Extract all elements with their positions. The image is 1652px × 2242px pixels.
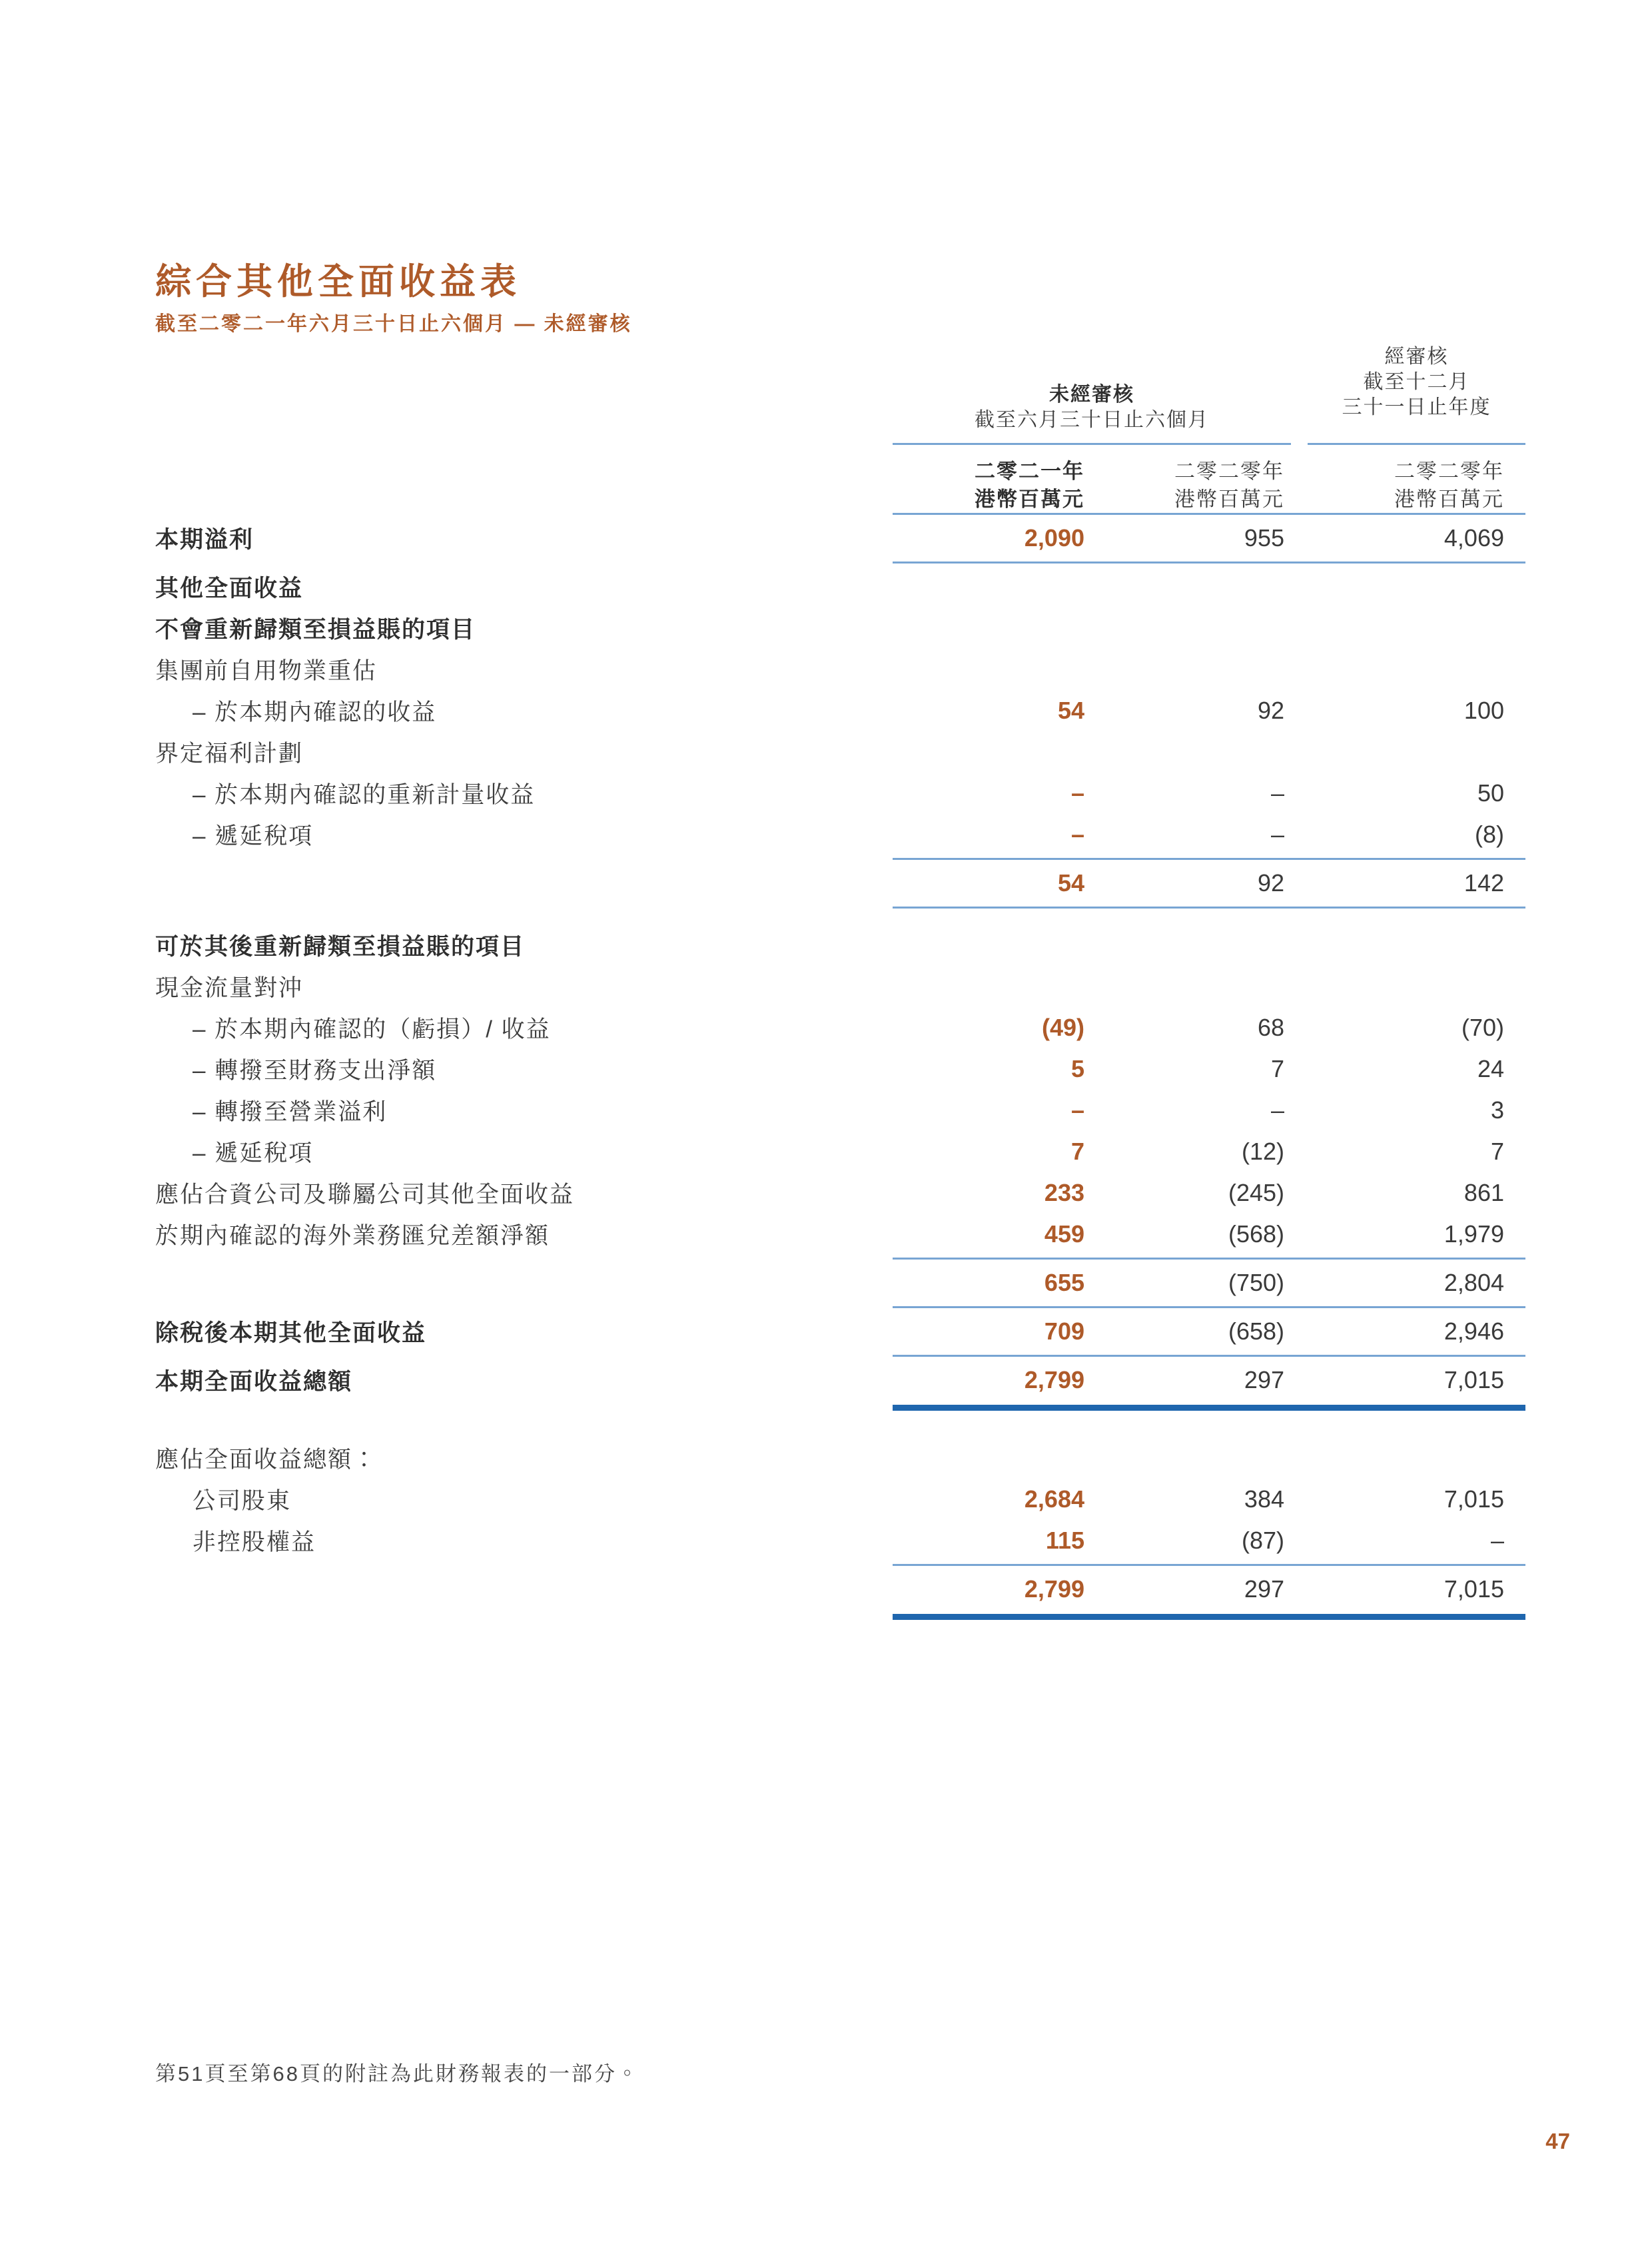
value-2020-interim: (750) (1228, 1269, 1284, 1296)
table-row (155, 731, 1525, 773)
row-label: – 於本期內確認的重新計量收益 (193, 782, 536, 808)
value-2021: 233 (1044, 1179, 1084, 1206)
row-label: 界定福利計劃 (155, 741, 304, 767)
row-label: 於期內確認的海外業務匯兌差額淨額 (155, 1223, 550, 1249)
value-2021: 54 (1057, 697, 1084, 724)
table-row (155, 566, 1525, 607)
column-header-2021 (911, 458, 1084, 514)
value-2020-annual: 7,015 (1444, 1366, 1504, 1393)
value-2020-interim: – (1270, 821, 1284, 848)
table-row (155, 1569, 1525, 1610)
row-label: 應佔全面收益總額： (155, 1447, 378, 1473)
header-bottom-rule (893, 513, 1525, 515)
row-label: 除稅後本期其他全面收益 (155, 1320, 427, 1346)
value-2020-interim: 297 (1244, 1366, 1284, 1393)
value-2020-annual: 1,979 (1444, 1220, 1504, 1248)
value-2020-interim: (245) (1228, 1179, 1284, 1206)
value-2021: 5 (1070, 1055, 1084, 1082)
table-row (155, 814, 1525, 855)
row-label: – 轉撥至財務支出淨額 (193, 1058, 437, 1084)
value-2020-interim: (87) (1241, 1527, 1284, 1554)
audited-period-line2: 三十一日止年度 (1342, 396, 1491, 418)
footer-note: 第51頁至第68頁的附註為此財務報表的一部分。 (155, 2062, 639, 2085)
value-2020-annual: 142 (1463, 869, 1504, 897)
value-2020-annual: (70) (1461, 1014, 1504, 1041)
row-label: – 遞延稅項 (193, 823, 314, 849)
value-2020-interim: (568) (1228, 1220, 1284, 1248)
value-2020-annual: 100 (1463, 697, 1504, 724)
value-2021: 2,684 (1024, 1485, 1084, 1513)
col3-unit: 港幣百萬元 (1394, 488, 1504, 511)
header-group-audited (1308, 344, 1525, 420)
col2-unit: 港幣百萬元 (1174, 488, 1284, 511)
col1-year: 二零二一年 (975, 460, 1084, 483)
statement-content (155, 262, 1525, 1623)
table-row (155, 1214, 1525, 1255)
table-rule-thin (893, 1355, 1525, 1357)
page-number: 47 (1545, 2129, 1570, 2153)
row-label: 其他全面收益 (155, 575, 304, 601)
row-label: 非控股權益 (193, 1529, 316, 1555)
value-2020-interim: – (1270, 779, 1284, 807)
table-rule-thick (893, 1405, 1525, 1411)
value-2021: 459 (1044, 1220, 1084, 1248)
value-2020-interim: – (1270, 1096, 1284, 1124)
header-rule-unaudited (893, 443, 1291, 445)
value-2021: 655 (1044, 1269, 1084, 1296)
value-2020-interim: (658) (1228, 1317, 1284, 1345)
column-header-2020-interim (1084, 458, 1284, 514)
value-2020-interim: 92 (1257, 869, 1284, 897)
table-row (155, 607, 1525, 649)
value-2020-annual: – (1490, 1527, 1504, 1554)
row-label: 本期溢利 (155, 527, 254, 553)
value-2021: 115 (1045, 1527, 1084, 1554)
col1-unit: 港幣百萬元 (975, 488, 1084, 511)
table-row (155, 649, 1525, 690)
unaudited-label: 未經審核 (1049, 384, 1134, 406)
value-2020-annual: 3 (1490, 1096, 1504, 1124)
row-label: – 遞延稅項 (193, 1140, 314, 1166)
value-2020-annual: 2,946 (1444, 1317, 1504, 1345)
header-rule-audited (1308, 443, 1525, 445)
table-header (155, 344, 1525, 518)
table-row (155, 1359, 1525, 1401)
value-2021: – (1070, 1096, 1084, 1124)
value-2020-interim: 68 (1257, 1014, 1284, 1041)
table-rule-thick (893, 1614, 1525, 1620)
value-2021: 2,799 (1024, 1366, 1084, 1393)
row-label: – 於本期內確認的收益 (193, 699, 437, 725)
table-row (155, 1007, 1525, 1048)
table-row (155, 1311, 1525, 1352)
row-label: 應佔合資公司及聯屬公司其他全面收益 (155, 1182, 575, 1208)
table-row (155, 1262, 1525, 1304)
col2-year: 二零二零年 (1174, 460, 1284, 483)
table-rule-thin (893, 561, 1525, 563)
value-2020-interim: 384 (1244, 1485, 1284, 1513)
row-label: 集團前自用物業重估 (155, 658, 378, 684)
value-2020-annual: 50 (1477, 779, 1504, 807)
value-2021: 7 (1070, 1138, 1084, 1165)
value-2020-interim: (12) (1241, 1138, 1284, 1165)
row-label: – 於本期內確認的（虧損）/ 收益 (193, 1016, 551, 1042)
table-row (155, 1090, 1525, 1131)
table-row (155, 925, 1525, 966)
unaudited-period: 截至六月三十日止六個月 (975, 409, 1209, 431)
audited-period-line1: 截至十二月 (1363, 371, 1470, 393)
table-row (155, 1520, 1525, 1561)
table-row (155, 690, 1525, 731)
col3-year: 二零二零年 (1394, 460, 1504, 483)
table-row (155, 1048, 1525, 1090)
table-row (155, 518, 1525, 559)
value-2021: 709 (1044, 1317, 1084, 1345)
table-rule-thin (893, 1564, 1525, 1566)
table-rule-thin (893, 1258, 1525, 1260)
value-2020-interim: 955 (1244, 524, 1284, 552)
value-2020-annual: 7 (1490, 1138, 1504, 1165)
row-label: 不會重新歸類至損益賬的項目 (155, 617, 476, 643)
value-2021: 2,090 (1024, 524, 1084, 552)
value-2020-interim: 92 (1257, 697, 1284, 724)
table-rule-thin (893, 858, 1525, 860)
table-row (155, 773, 1525, 814)
row-label: 可於其後重新歸類至損益賬的項目 (155, 934, 526, 960)
table-row (155, 1437, 1525, 1479)
table-row (155, 1172, 1525, 1214)
row-label: 現金流量對沖 (155, 975, 304, 1001)
row-label: 公司股東 (193, 1488, 292, 1514)
income-table-rows (155, 518, 1525, 1620)
value-2021: (49) (1041, 1014, 1084, 1041)
table-rule-thin (893, 907, 1525, 909)
value-2021: – (1070, 779, 1084, 807)
value-2020-annual: 4,069 (1444, 524, 1504, 552)
value-2020-annual: (8) (1475, 821, 1504, 848)
table-row (155, 1131, 1525, 1172)
table-row (155, 1479, 1525, 1520)
value-2020-interim: 297 (1244, 1575, 1284, 1603)
row-label: 本期全面收益總額 (155, 1369, 353, 1395)
header-group-unaudited (893, 382, 1291, 433)
value-2021: 2,799 (1024, 1575, 1084, 1603)
page-title: 綜合其他全面收益表 (155, 262, 521, 302)
table-row (155, 966, 1525, 1007)
table-rule-thin (893, 1306, 1525, 1308)
value-2021: – (1070, 821, 1084, 848)
value-2020-interim: 7 (1270, 1055, 1284, 1082)
value-2020-annual: 24 (1477, 1055, 1504, 1082)
page-subtitle: 截至二零二一年六月三十日止六個月 — 未經審核 (155, 313, 632, 335)
audited-label: 經審核 (1384, 346, 1449, 368)
value-2020-annual: 861 (1463, 1179, 1504, 1206)
value-2020-annual: 2,804 (1444, 1269, 1504, 1296)
value-2021: 54 (1057, 869, 1084, 897)
table-row (155, 863, 1525, 904)
row-label: – 轉撥至營業溢利 (193, 1099, 388, 1125)
column-header-2020-annual (1284, 458, 1504, 514)
value-2020-annual: 7,015 (1444, 1485, 1504, 1513)
value-2020-annual: 7,015 (1444, 1575, 1504, 1603)
